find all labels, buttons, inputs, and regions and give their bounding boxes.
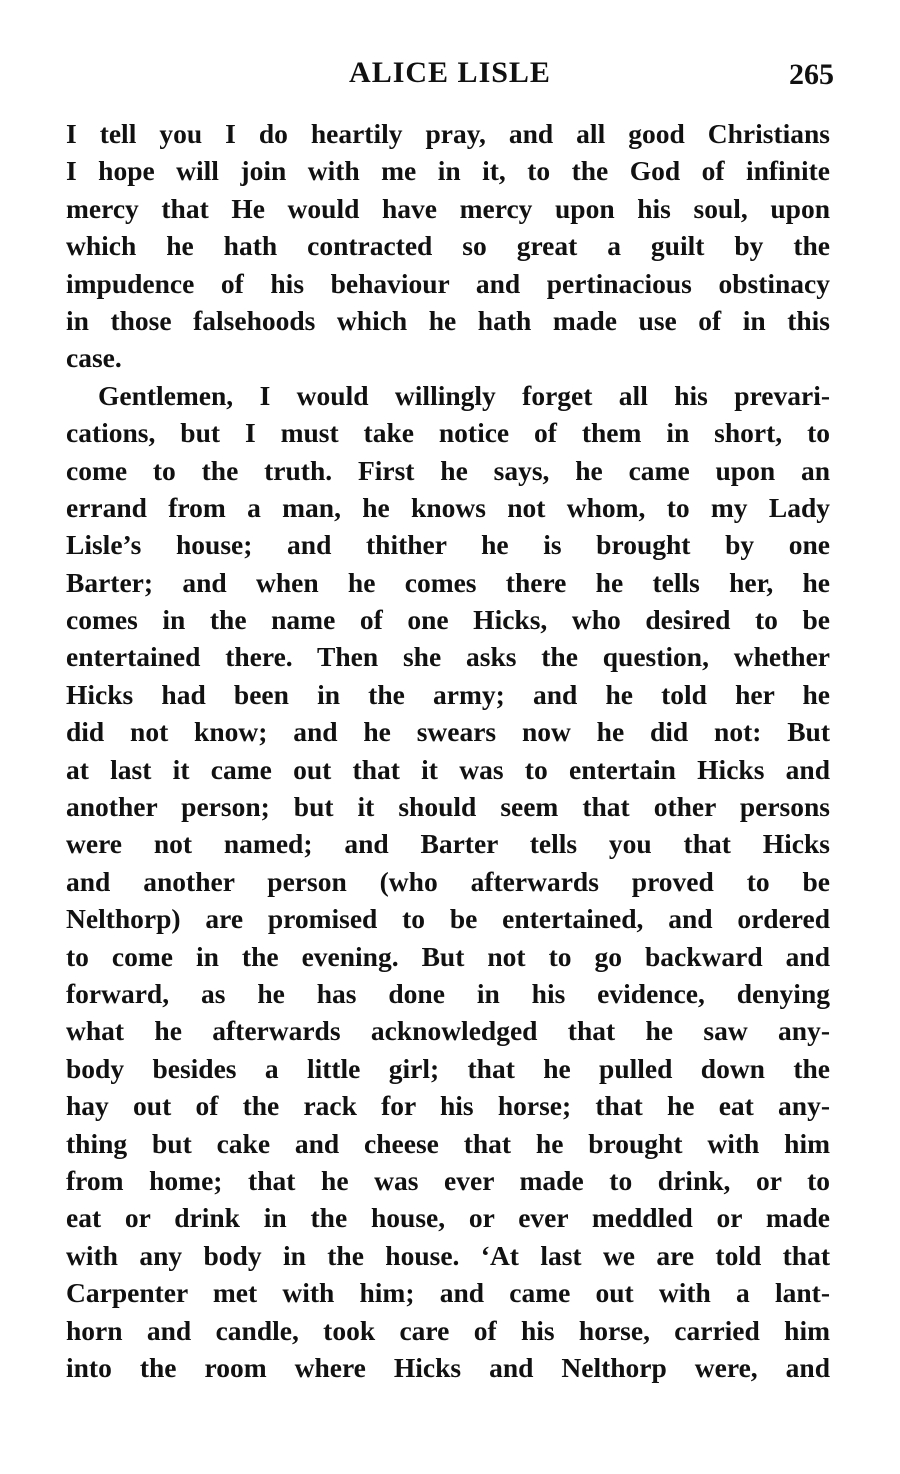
text-line: were not named; and Barter tells you that Hicks <box>66 828 830 860</box>
text-line: errand from a man, he knows not whom, to my Lady <box>66 491 830 523</box>
text-line: come to the truth. First he says, he came upon an <box>66 454 830 486</box>
text-line: from home; that he was ever made to drink, or to <box>66 1164 830 1196</box>
text-line: another person; but it should seem that other persons <box>66 791 830 823</box>
text-line: into the room where Hicks and Nelthorp were, and <box>66 1351 830 1383</box>
text-line: in those falsehoods which he hath made use of in this <box>66 304 830 336</box>
text-line: Carpenter met with him; and came out with a lant- <box>66 1277 830 1309</box>
text-line: horn and candle, took care of his horse, carried him <box>66 1314 830 1346</box>
text-line: with any body in the house. ‘At last we are told that <box>66 1239 830 1271</box>
text-line: eat or drink in the house, or ever meddled or made <box>66 1202 830 1234</box>
text-line: cations, but I must take notice of them in short, to <box>66 417 830 449</box>
text-line: which he hath contracted so great a guilt by the <box>66 230 830 262</box>
text-line: at last it came out that it was to entertain Hicks and <box>66 753 830 785</box>
body-text <box>66 115 830 1386</box>
text-line: forward, as he has done in his evidence, denying <box>66 977 830 1009</box>
paragraph <box>66 377 830 1387</box>
paragraph <box>66 115 830 377</box>
text-line: thing but cake and cheese that he brought with him <box>66 1127 830 1159</box>
text-line: case. <box>66 342 122 374</box>
text-line: Gentlemen, I would willingly forget all his prevari- <box>98 379 830 411</box>
text-line: and another person (who afterwards proved to be <box>66 865 830 897</box>
text-line: I hope will join with me in it, to the God of infinite <box>66 155 830 187</box>
text-line: what he afterwards acknowledged that he saw any- <box>66 1015 830 1047</box>
text-line: did not know; and he swears now he did not: But <box>66 716 830 748</box>
running-title: ALICE LISLE <box>349 56 551 89</box>
text-line: Nelthorp) are promised to be entertained, and ordered <box>66 903 830 935</box>
text-line: Hicks had been in the army; and he told her he <box>66 678 830 710</box>
text-line: impudence of his behaviour and pertinacious obstinacy <box>66 267 830 299</box>
page-number: 265 <box>789 58 834 91</box>
text-line: entertained there. Then she asks the question, whether <box>66 641 830 673</box>
text-line: body besides a little girl; that he pulled down the <box>66 1052 830 1084</box>
text-line: comes in the name of one Hicks, who desired to be <box>66 604 830 636</box>
text-line: I tell you I do heartily pray, and all good Christians <box>66 118 830 149</box>
text-line: Lisle’s house; and thither he is brought by one <box>66 529 830 561</box>
text-line: mercy that He would have mercy upon his soul, upon <box>66 192 830 224</box>
text-line: to come in the evening. But not to go backward and <box>66 940 830 972</box>
text-line: Barter; and when he comes there he tells her, he <box>66 566 830 598</box>
running-head <box>60 56 840 96</box>
text-line: hay out of the rack for his horse; that he eat any- <box>66 1090 830 1122</box>
